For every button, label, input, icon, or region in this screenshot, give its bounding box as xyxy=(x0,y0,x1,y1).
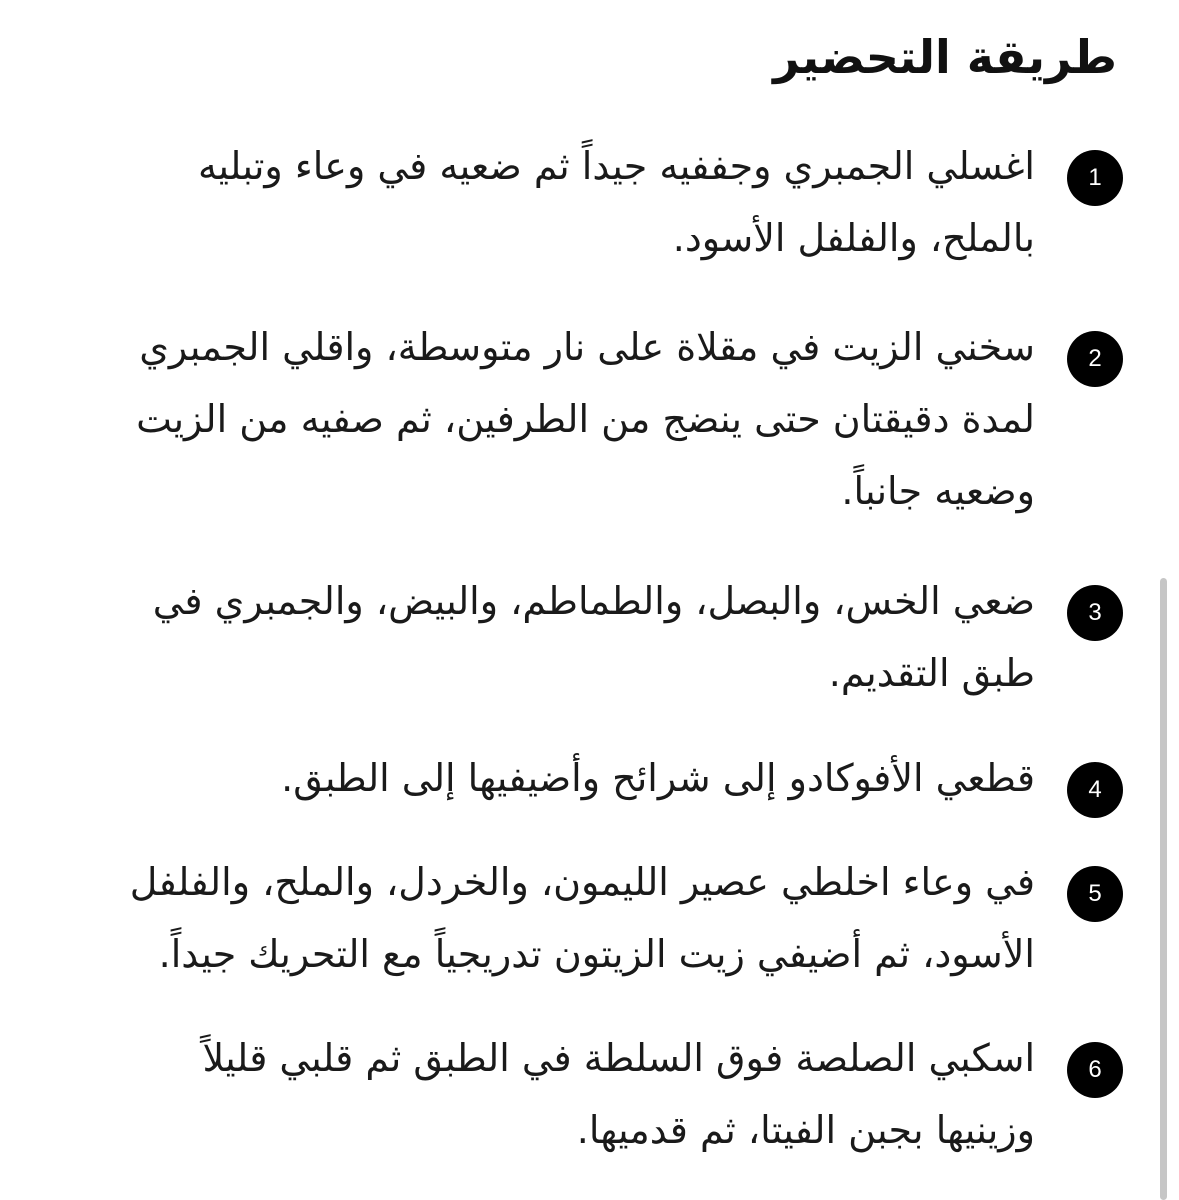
step-number-badge: 1 xyxy=(1067,150,1123,206)
step-number-badge: 4 xyxy=(1067,762,1123,818)
scrollbar-thumb[interactable] xyxy=(1160,578,1167,1200)
step-number-badge: 5 xyxy=(1067,866,1123,922)
step-text: اسكبي الصلصة فوق السلطة في الطبق ثم قلبي قليلاً وزينيها بجبن الفيتا، ثم قدميها. xyxy=(202,1036,1035,1152)
step-number-badge: 2 xyxy=(1067,331,1123,387)
page-title: طريقة التحضير xyxy=(773,30,1117,84)
step-number-badge: 3 xyxy=(1067,585,1123,641)
step-text: قطعي الأفوكادو إلى شرائح وأضيفيها إلى الطبق. xyxy=(281,756,1035,800)
step-text: في وعاء اخلطي عصير الليمون، والخردل، والملح، والفلفل الأسود، ثم أضيفي زيت الزيتون تدريجياً مع التحريك جيداً. xyxy=(129,860,1035,976)
step-text: سخني الزيت في مقلاة على نار متوسطة، واقلي الجمبري لمدة دقيقتان حتى ينضج من الطرفين، ثم صفيه من الزيت وضعيه جانباً. xyxy=(136,325,1035,513)
step-text: اغسلي الجمبري وجففيه جيداً ثم ضعيه في وعاء وتبليه بالملح، والفلفل الأسود. xyxy=(197,144,1035,260)
step-number-badge: 6 xyxy=(1067,1042,1123,1098)
step-text: ضعي الخس، والبصل، والطماطم، والبيض، والجمبري في طبق التقديم. xyxy=(152,579,1035,695)
